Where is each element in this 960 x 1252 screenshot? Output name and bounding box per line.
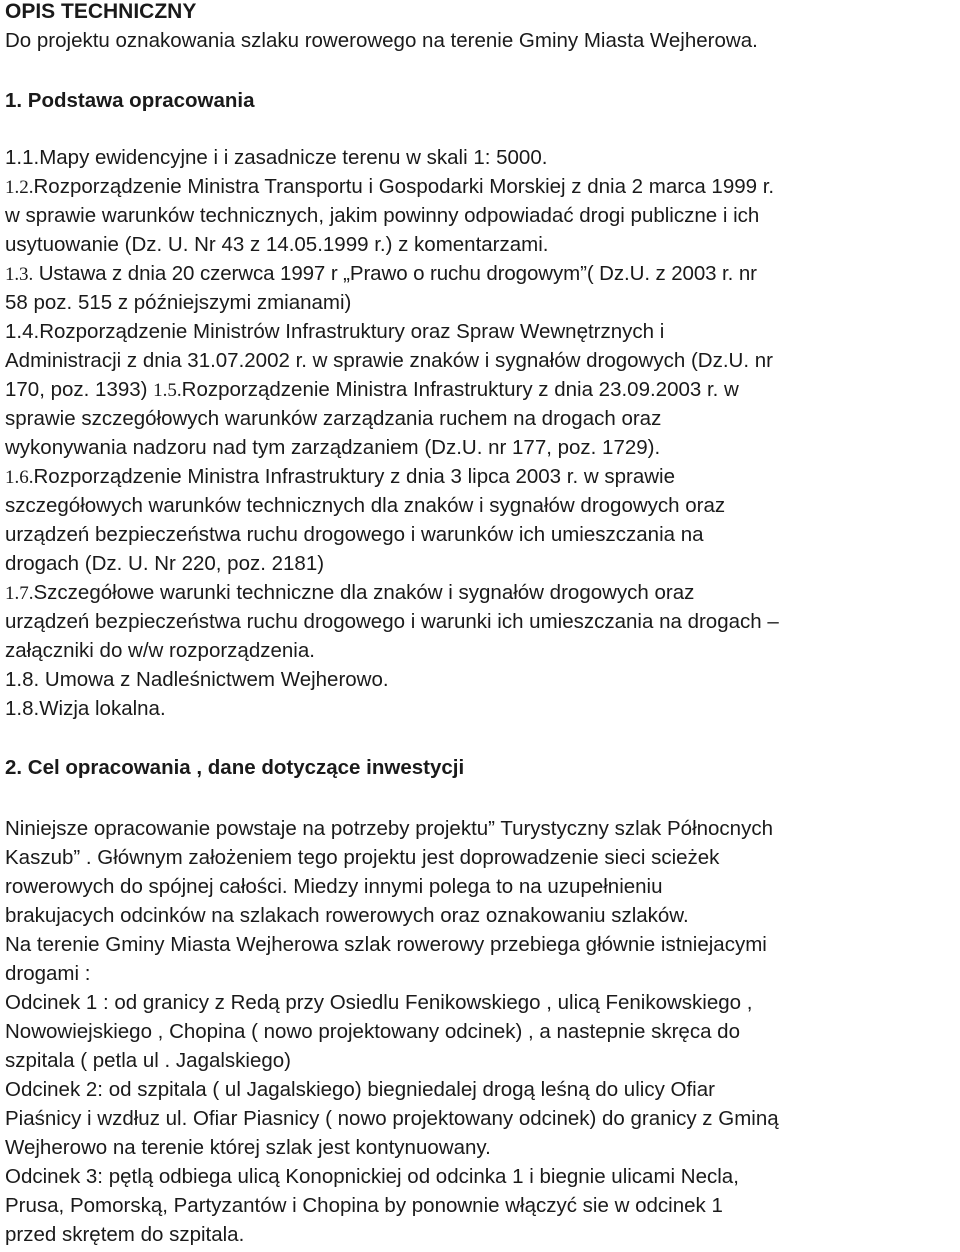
item-1-3-text: Ustawa z dnia 20 czerwca 1997 r „Prawo o ruchu drogowym”( Dz.U. z 2003 r. nr (33, 262, 757, 285)
item-1-7-text: Szczegółowe warunki techniczne dla znaków i sygnałów drogowych oraz (33, 581, 695, 604)
document-page (5, 0, 957, 1249)
section-2-para-line-5: Na terenie Gminy Miasta Wejherowa szlak rowerowy przebiega głównie istniejacymi (5, 933, 767, 956)
section-2-odcinek-1-line-3: szpitala ( petla ul . Jagalskiego) (5, 1049, 292, 1072)
section-1-item-1-2-cont-2: usytuowanie (Dz. U. Nr 43 z 14.05.1999 r.) z komentarzami. (5, 233, 549, 256)
section-1-item-1-4-cont-1: Administracji z dnia 31.07.2002 r. w sprawie znaków i sygnałów drogowych (Dz.U. nr (5, 349, 773, 372)
section-2-odcinek-3-line-3: przed skrętem do szpitala. (5, 1223, 245, 1246)
section-2-odcinek-2-line-1: Odcinek 2: od szpitala ( ul Jagalskiego) biegniedalej drogą leśną do ulicy Ofiar (5, 1078, 715, 1101)
section-2-para-line-1: Niniejsze opracowanie powstaje na potrzeby projektu” Turystyczny szlak Północnych (5, 817, 773, 840)
section-1-item-1-4: 1.4.Rozporządzenie Ministrów Infrastruktury oraz Spraw Wewnętrznych i (5, 320, 665, 343)
document-subtitle: Do projektu oznakowania szlaku rowerowego na terenie Gminy Miasta Wejherowa. (5, 29, 758, 52)
item-number-1-3: 1.3. (5, 264, 34, 285)
item-1-2-text: Rozporządzenie Ministra Transportu i Gospodarki Morskiej z dnia 2 marca 1999 r. (33, 175, 775, 198)
item-number-1-5: 1.5. (153, 380, 182, 401)
section-2-para-line-2: Kaszub” . Głównym założeniem tego projektu jest doprowadzenie sieci scieżek (5, 846, 720, 869)
item-1-6-text: Rozporządzenie Ministra Infrastruktury z dnia 3 lipca 2003 r. w sprawie (33, 465, 675, 488)
section-1-item-1-1: 1.1.Mapy ewidencyjne i i zasadnicze terenu w skali 1: 5000. (5, 146, 548, 169)
item-1-4-tail: 170, poz. 1393) (5, 378, 154, 401)
section-1-item-1-6-cont-3: drogach (Dz. U. Nr 220, poz. 2181) (5, 552, 325, 575)
section-2-odcinek-3-line-1: Odcinek 3: pętlą odbiega ulicą Konopnickiej od odcinka 1 i biegnie ulicami Necla, (5, 1165, 739, 1188)
item-number-1-2: 1.2. (5, 177, 34, 198)
section-2-odcinek-2-line-3: Wejherowo na terenie której szlak jest kontynuowany. (5, 1136, 491, 1159)
section-2-heading: 2. Cel opracowania , dane dotyczące inwestycji (5, 756, 465, 779)
section-1-item-1-2-cont-1: w sprawie warunków technicznych, jakim powinny odpowiadać drogi publiczne i ich (5, 204, 760, 227)
section-1-item-1-7-cont-2: załączniki do w/w rozporządzenia. (5, 639, 315, 662)
section-1-item-1-5-cont-1: sprawie szczegółowych warunków zarządzania ruchem na drogach oraz (5, 407, 662, 430)
section-1-heading: 1. Podstawa opracowania (5, 89, 255, 112)
section-1-item-1-8-wizja: 1.8.Wizja lokalna. (5, 697, 166, 720)
item-number-1-7: 1.7. (5, 583, 34, 604)
section-2-para-line-3: rowerowych do spójnej całości. Miedzy innymi polega to na uzupełnieniu (5, 875, 663, 898)
section-1-item-1-2 (5, 172, 957, 201)
section-1-item-1-4-cont-2 (5, 375, 957, 404)
section-2-odcinek-1-line-2: Nowowiejskiego , Chopina ( nowo projektowany odcinek) , a nastepnie skręca do (5, 1020, 740, 1043)
section-1-item-1-3 (5, 259, 957, 288)
section-1-item-1-7 (5, 578, 957, 607)
section-1-item-1-6-cont-2: urządzeń bezpieczeństwa ruchu drogowego i warunków ich umieszczania na (5, 523, 704, 546)
section-2-odcinek-1-line-1: Odcinek 1 : od granicy z Redą przy Osiedlu Fenikowskiego , ulicą Fenikowskiego , (5, 991, 753, 1014)
item-number-1-6: 1.6. (5, 467, 34, 488)
section-1-item-1-8-umowa: 1.8. Umowa z Nadleśnictwem Wejherowo. (5, 668, 389, 691)
section-1-item-1-6-cont-1: szczegółowych warunków technicznych dla znaków i sygnałów drogowych oraz (5, 494, 726, 517)
section-1-item-1-7-cont-1: urządzeń bezpieczeństwa ruchu drogowego i warunki ich umieszczania na drogach – (5, 610, 779, 633)
document-title: OPIS TECHNICZNY (5, 0, 197, 23)
item-1-5-text: Rozporządzenie Ministra Infrastruktury z dnia 23.09.2003 r. w (181, 378, 739, 401)
section-2-para-line-6: drogami : (5, 962, 91, 985)
section-1-item-1-6 (5, 462, 957, 491)
section-2-odcinek-2-line-2: Piaśnicy i wzdłuz ul. Ofiar Piasnicy ( nowo projektowany odcinek) do granicy z Gminą (5, 1107, 779, 1130)
section-1-item-1-5-cont-2: wykonywania nadzoru nad tym zarządzaniem (Dz.U. nr 177, poz. 1729). (5, 436, 661, 459)
section-1-item-1-3-cont: 58 poz. 515 z późniejszymi zmianami) (5, 291, 352, 314)
section-2-odcinek-3-line-2: Prusa, Pomorską, Partyzantów i Chopina by ponownie włączyć sie w odcinek 1 (5, 1194, 723, 1217)
section-2-para-line-4: brakujacych odcinków na szlakach rowerowych oraz oznakowaniu szlaków. (5, 904, 689, 927)
